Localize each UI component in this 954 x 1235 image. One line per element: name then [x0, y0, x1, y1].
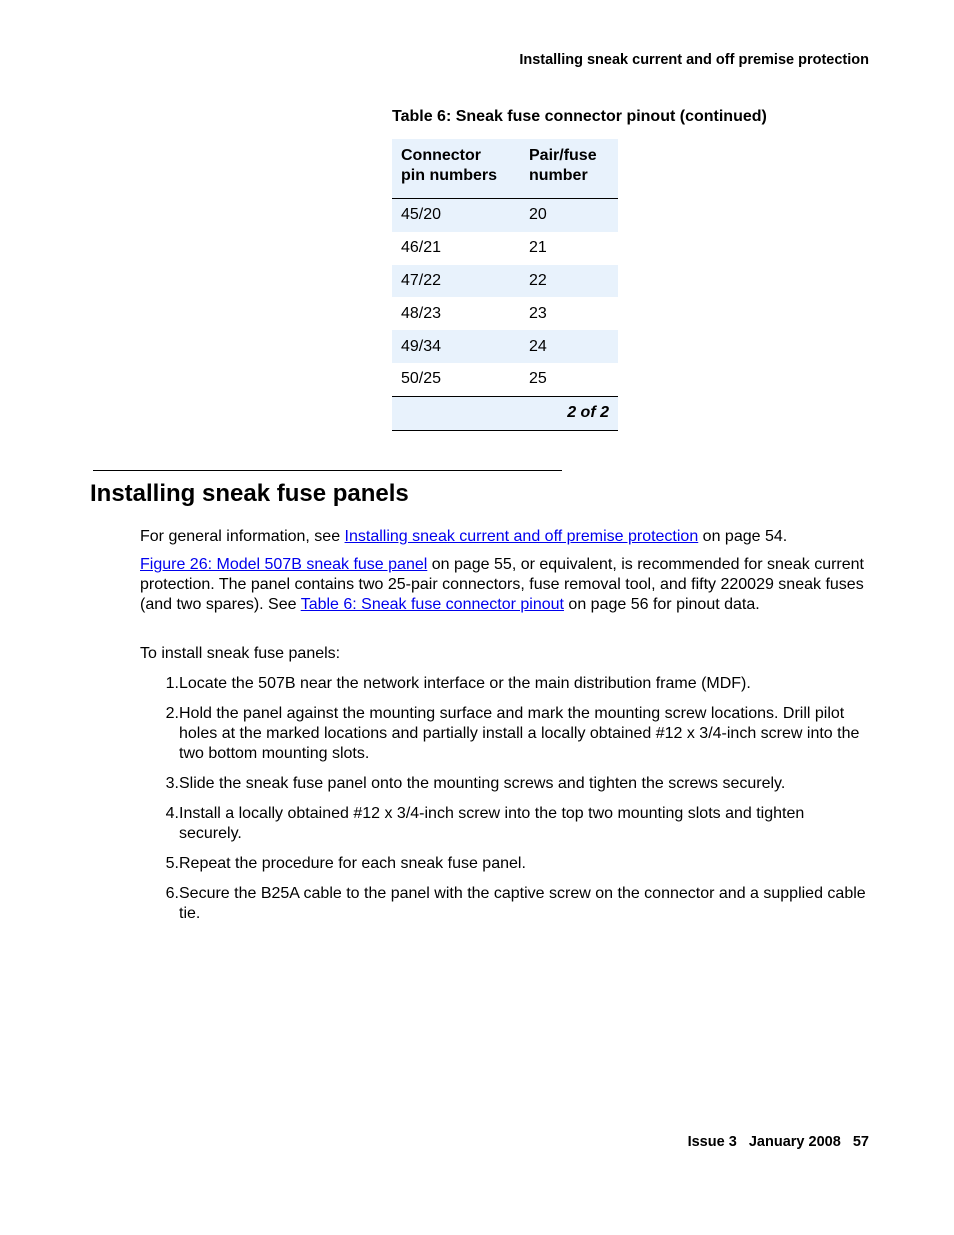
link-table-6[interactable]: Table 6: Sneak fuse connector pinout	[300, 596, 564, 613]
footer-date: January 2008	[748, 1134, 841, 1150]
pair-cell: 21	[529, 239, 547, 257]
pair-cell: 20	[520, 199, 618, 232]
pair-cell: 25	[529, 370, 547, 388]
table-row	[392, 297, 618, 330]
section-heading: Installing sneak fuse panels	[90, 480, 409, 507]
page-footer	[688, 1134, 869, 1150]
col-header-pair: Pair/fuse number	[520, 139, 618, 199]
running-header: Installing sneak current and off premise protection	[519, 52, 869, 68]
list-item: 3. Slide the sneak fuse panel onto the mounting screws and tighten the screws securely.	[165, 775, 786, 792]
table-row	[392, 199, 618, 232]
table-header-row	[392, 139, 618, 199]
pin-cell: 45/20	[392, 199, 520, 232]
table-row	[392, 330, 618, 363]
pin-cell: 47/22	[392, 265, 520, 298]
pin-cell: 49/34	[392, 330, 520, 363]
section-divider	[93, 470, 562, 471]
link-installing-sneak-current[interactable]: Installing sneak current and off premise protection	[344, 528, 699, 545]
paragraph-steps-intro: To install sneak fuse panels:	[140, 645, 341, 662]
pair-cell: 24	[520, 330, 618, 363]
table-pager: 2 of 2	[392, 396, 618, 430]
list-item: 4. Install a locally obtained #12 x 3/4-inch screw into the top two mounting slots and tighten securely.	[165, 805, 805, 842]
list-item: 6. Secure the B25A cable to the panel with the captive screw on the connector and a supplied cable tie.	[165, 885, 866, 922]
pin-cell: 48/23	[401, 304, 442, 322]
table-caption: Table 6: Sneak fuse connector pinout (continued)	[392, 108, 767, 125]
col-header-connector: Connector pin numbers	[392, 139, 520, 199]
list-item: 5. Repeat the procedure for each sneak fuse panel.	[165, 855, 526, 872]
page-number: 57	[852, 1134, 869, 1150]
footer-issue: Issue 3	[687, 1134, 737, 1150]
pair-cell: 22	[520, 265, 618, 298]
table-row	[392, 265, 618, 298]
table-pager-row	[392, 396, 618, 430]
pinout-table	[392, 139, 618, 431]
pin-cell: 46/21	[401, 239, 442, 257]
table-row	[392, 232, 618, 265]
paragraph-general-info: For general information, see Installing sneak current and off premise protection on page 54.	[140, 528, 788, 545]
pair-cell: 23	[529, 304, 547, 322]
procedure-steps	[140, 674, 870, 934]
link-figure-26[interactable]: Figure 26: Model 507B sneak fuse panel	[140, 556, 428, 573]
list-item: 1. Locate the 507B near the network interface or the main distribution frame (MDF).	[165, 675, 751, 692]
table-row	[392, 363, 618, 396]
paragraph-recommendation: Figure 26: Model 507B sneak fuse panel on page 55, or equivalent, is recommended for sneak current protection. The panel contains two 25-pair connectors, fuse removal tool, and fifty 220029 sneak fuses (and two spares). See Table 6: Sneak fuse connector pinout on page 56 for pinout data.	[140, 556, 864, 613]
pin-cell: 50/25	[401, 370, 442, 388]
list-item: 2. Hold the panel against the mounting surface and mark the mounting screw locations. Drill pilot holes at the marked locations and partially install a locally obtained #12 x 3/4-inch screw into the two bottom mounting slots.	[165, 705, 860, 762]
